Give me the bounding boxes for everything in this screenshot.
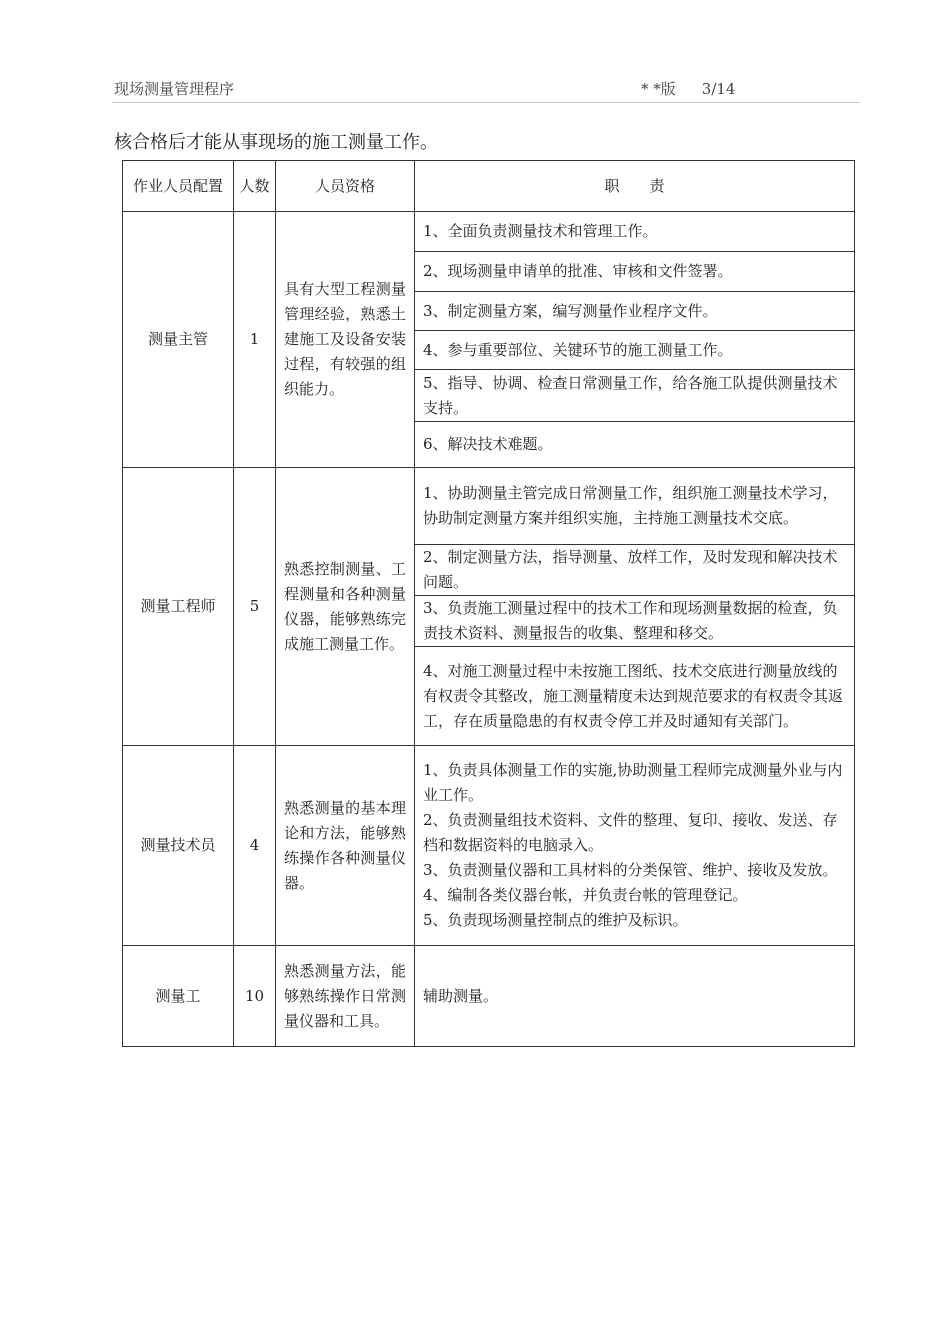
duty-item: 2、现场测量申请单的批准、审核和文件签署。 [415,252,855,292]
count-cell: 10 [234,946,276,1047]
role-cell: 测量工程师 [123,468,234,746]
qualification-cell: 具有大型工程测量管理经验，熟悉土建施工及设备安装过程，有较强的组织能力。 [276,212,415,468]
role-cell: 测量主管 [123,212,234,468]
duty-item: 3、负责测量仪器和工具材料的分类保管、维护、接收及发放。 [423,861,838,879]
qualification-cell: 熟悉控制测量、工程测量和各种测量仪器，能够熟练完成施工测量工作。 [276,468,415,746]
header-duties: 职 责 [415,161,855,212]
document-title: 现场测量管理程序 [114,80,235,98]
staff-table [122,160,855,1047]
duty-item: 4、编制各类仪器台帐，并负责台帐的管理登记。 [423,886,748,904]
count-cell: 1 [234,212,276,468]
duty-item: 辅助测量。 [415,946,855,1047]
table-header-row [123,161,855,212]
duty-item: 5、指导、协调、检查日常测量工作，给各施工队提供测量技术支持。 [415,370,855,422]
qualification-cell: 熟悉测量的基本理论和方法，能够熟练操作各种测量仪器。 [276,746,415,946]
count-cell: 4 [234,746,276,946]
duty-item: 3、负责施工测量过程中的技术工作和现场测量数据的检查，负责技术资料、测量报告的收集、整理和移交。 [415,596,855,647]
table-row [123,468,855,545]
table-row [123,946,855,1047]
table-row [123,746,855,946]
duty-list-cell [415,746,855,946]
duty-item: 1、负责具体测量工作的实施,协助测量工程师完成测量外业与内业工作。 [423,761,843,804]
table-row [123,212,855,252]
header-divider [112,102,860,103]
duty-item: 4、参与重要部位、关键环节的施工测量工作。 [415,331,855,370]
count-cell: 5 [234,468,276,746]
qualification-cell: 熟悉测量方法，能够熟练操作日常测量仪器和工具。 [276,946,415,1047]
duty-item: 2、负责测量组技术资料、文件的整理、复印、接收、发送、存档和数据资料的电脑录入。 [423,811,838,854]
header-role: 作业人员配置 [123,161,234,212]
version-label: * *版 [641,80,676,98]
header-count: 人数 [234,161,276,212]
duty-item: 5、负责现场测量控制点的维护及标识。 [423,911,688,929]
duty-item: 3、制定测量方案，编写测量作业程序文件。 [415,292,855,331]
role-cell: 测量工 [123,946,234,1047]
duty-item: 2、制定测量方法，指导测量、放样工作，及时发现和解决技术问题。 [415,545,855,596]
duty-item: 4、对施工测量过程中未按施工图纸、技术交底进行测量放线的有权责令其整改，施工测量精度未达到规范要求的有权责令其返工，存在质量隐患的有权责令停工并及时通知有关部门。 [415,647,855,746]
duty-item: 1、协助测量主管完成日常测量工作，组织施工测量技术学习，协助制定测量方案并组织实施，主持施工测量技术交底。 [415,468,855,545]
version-and-page [641,78,735,99]
role-cell: 测量技术员 [123,746,234,946]
page-number: 3/14 [701,80,736,98]
duty-item: 6、解决技术难题。 [415,422,855,468]
duty-item: 1、全面负责测量技术和管理工作。 [415,212,855,252]
intro-text: 核合格后才能从事现场的施工测量工作。 [114,132,438,153]
header-qualification: 人员资格 [276,161,415,212]
